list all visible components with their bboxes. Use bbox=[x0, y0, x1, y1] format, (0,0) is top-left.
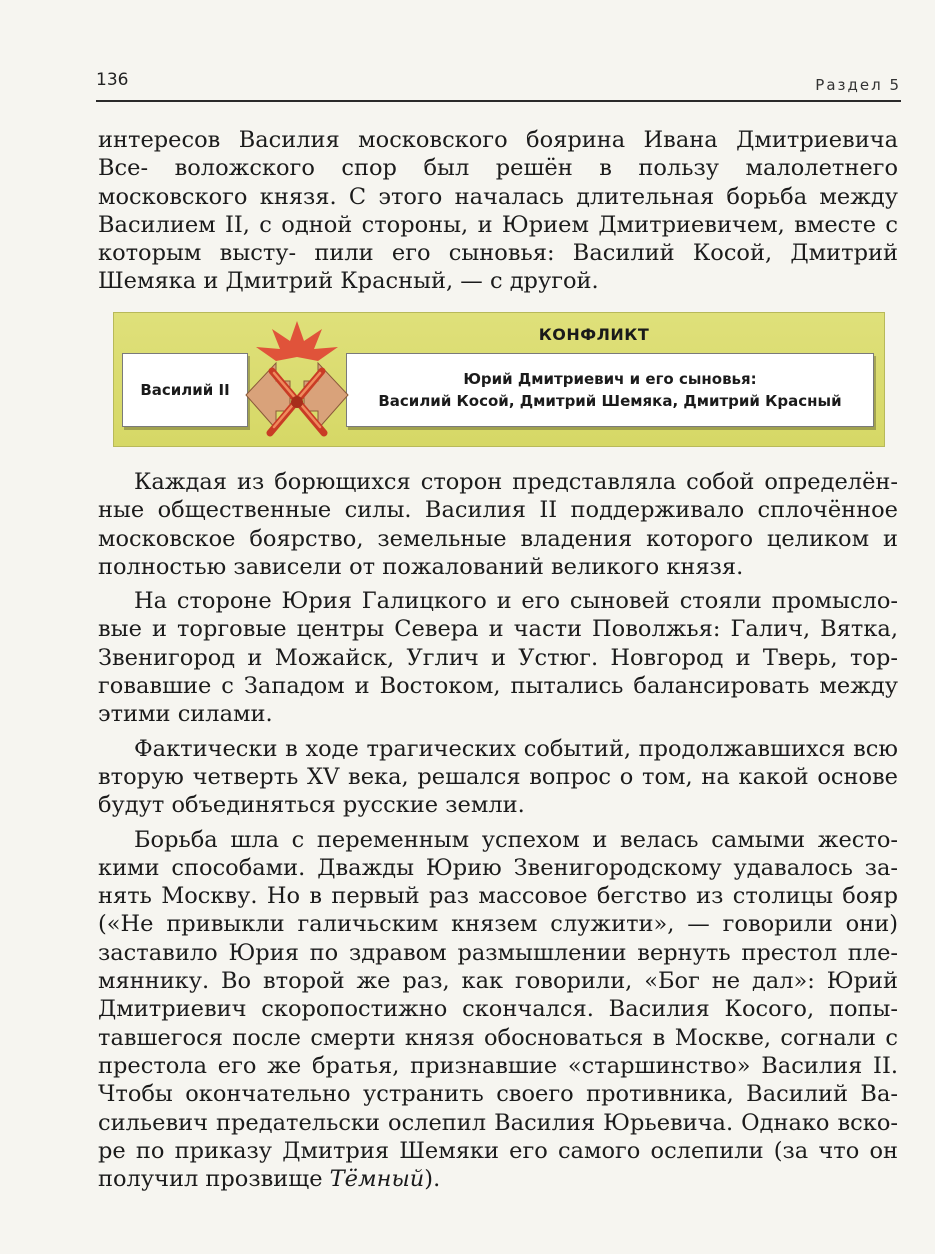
nickname-italic: Тёмный bbox=[329, 1166, 425, 1193]
header-divider bbox=[96, 100, 901, 102]
side-left-label: Василий II bbox=[140, 381, 230, 399]
paragraph: Каждая из борющихся сторон представляла собой определён-ные общественные силы. Василия II поддерживало сплочённое московское боярство, земельные владения которого целиком и полностью зависели от пожалований великого князя. bbox=[98, 469, 898, 580]
closing-punctuation: ). bbox=[424, 1166, 441, 1193]
text-line: пили его сыновья: Василий Косой, Дмитрий Шемяка и Дмитрий bbox=[98, 240, 898, 295]
text-line: воложского спор был решён в пользу малолетнего московского bbox=[98, 155, 899, 210]
paragraph bbox=[98, 826, 898, 1194]
text-line: Красный, — с другой. bbox=[340, 268, 599, 295]
page-number: 136 bbox=[96, 70, 129, 90]
section-label: Раздел 5 bbox=[815, 76, 901, 94]
paragraph: Фактически в ходе трагических событий, продолжавшихся всю вторую четверть XV века, решался вопрос о том, на какой основе будут объединяться русские земли. bbox=[98, 735, 898, 819]
side-right-line1: Юрий Дмитриевич и его сыновья: bbox=[463, 370, 757, 388]
paragraph-text: Борьба шла с переменным успехом и велась самыми жесто-кими способами. Дважды Юрию Звенигородскому удавалось за-нять Москву. Но в первый раз массовое бегство из столицы бояр («Не привыкли галичьским князем служити», — говорили они) заставило Юрия по здравом размышлении вернуть престол пле-мяннику. Во второй же раз, как говорили, «Бог не дал»: Юрий Дмитриевич скоропостижно скончался. Василия Косого, попы-тавшегося после смерти князя обосноваться в Москве, согнали с престола его же братья, признавшие «старшинство» Василия II. Чтобы окончательно устранить своего противника, Василий Ва-сильевич предательски ослепил Василия Юрьевича. Однако вско-ре по приказу Дмитрия Шемяки его самого ослепили (за что он получил прозвище bbox=[98, 826, 898, 1193]
opening-paragraph bbox=[98, 126, 898, 296]
conflict-side-vasily bbox=[122, 353, 248, 427]
text-line: интересов Василия московского боярина Ивана Дмитриевича Все- bbox=[98, 127, 898, 182]
conflict-diagram bbox=[113, 312, 885, 447]
body-text bbox=[98, 468, 898, 1199]
text-line: князя. С этого началась длительная борьба между Василием II, с bbox=[98, 183, 899, 238]
conflict-title: КОНФЛИКТ bbox=[538, 325, 650, 344]
side-right-line2: Василий Косой, Дмитрий Шемяка, Дмитрий Красный bbox=[378, 392, 842, 410]
conflict-side-yuri bbox=[346, 353, 874, 427]
text-line: одной стороны, и Юрием Дмитриевичем, вместе с которым высту- bbox=[98, 211, 898, 267]
crossed-swords-icon bbox=[242, 319, 352, 441]
paragraph: На стороне Юрия Галицкого и его сыновей стояли промысло-вые и торговые центры Севера и части Поволжья: Галич, Вятка, Звенигород и Можайск, Углич и Устюг. Новгород и Тверь, тор-говавшие с Западом и Востоком, пытались балансировать между этими силами. bbox=[98, 588, 898, 728]
